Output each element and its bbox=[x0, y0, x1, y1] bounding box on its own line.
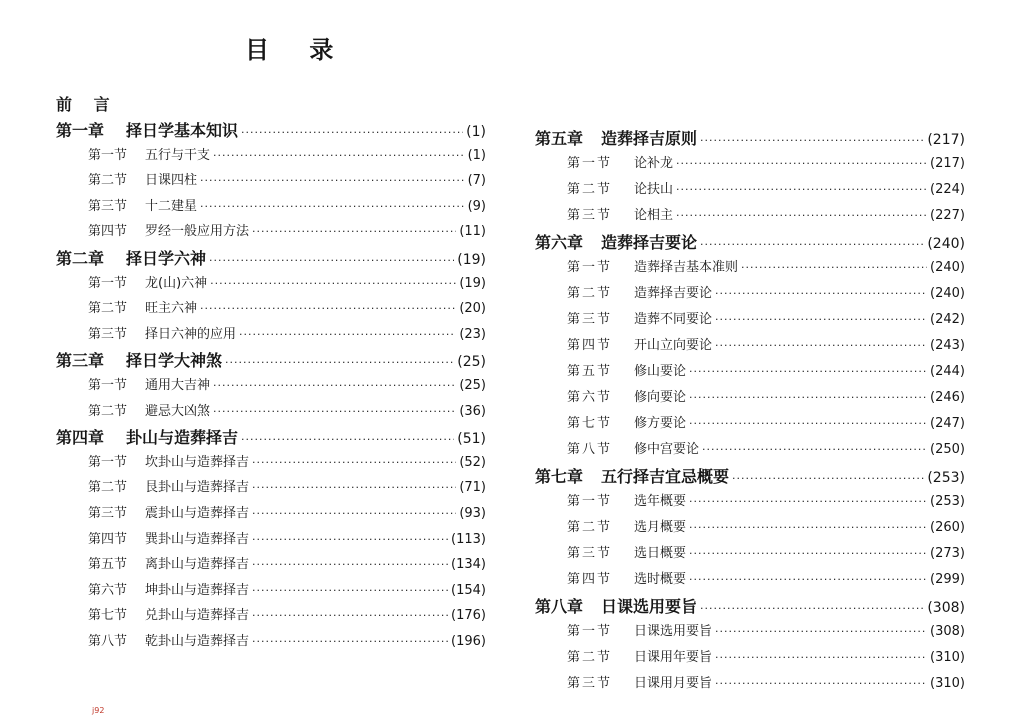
entry-title: 避忌大凶煞 bbox=[145, 403, 211, 419]
entry-title: 造葬择吉原则 bbox=[601, 129, 698, 148]
entry-page-number: (227) bbox=[930, 208, 965, 223]
toc-chapter-entry bbox=[56, 118, 486, 144]
entry-page-number: (7) bbox=[467, 173, 486, 189]
entry-title: 坤卦山与造葬择吉 bbox=[145, 582, 250, 598]
entry-page-number: (52) bbox=[459, 454, 486, 470]
entry-number: 第八节 bbox=[88, 633, 128, 649]
entry-page-number: (25) bbox=[457, 354, 486, 371]
entry-number: 第八节 bbox=[567, 442, 613, 457]
toc-section-entry bbox=[56, 297, 486, 323]
dot-leader bbox=[210, 277, 456, 290]
toc-chapter-entry bbox=[523, 594, 965, 620]
entry-title: 论补龙 bbox=[634, 156, 674, 171]
entry-page-number: (23) bbox=[459, 326, 486, 342]
toc-section-entry bbox=[56, 272, 486, 298]
dot-leader bbox=[676, 183, 927, 196]
toc-left-column bbox=[56, 92, 486, 655]
dot-leader bbox=[252, 456, 456, 469]
entry-title: 择日六神的应用 bbox=[145, 326, 237, 342]
toc-section-entry bbox=[523, 490, 965, 516]
dot-leader bbox=[252, 481, 456, 494]
dot-leader bbox=[252, 609, 448, 622]
entry-number: 第六章 bbox=[535, 233, 584, 252]
entry-number: 第三节 bbox=[88, 198, 128, 214]
toc-section-entry bbox=[56, 502, 486, 528]
entry-page-number: (244) bbox=[930, 364, 965, 379]
entry-page-number: (240) bbox=[930, 286, 965, 301]
entry-title: 择日学六神 bbox=[126, 248, 207, 268]
entry-title: 震卦山与造葬择吉 bbox=[145, 505, 250, 521]
entry-page-number: (36) bbox=[459, 403, 486, 419]
toc-section-entry bbox=[523, 672, 965, 698]
dot-leader bbox=[732, 472, 924, 485]
toc-section-entry bbox=[56, 630, 486, 656]
dot-leader bbox=[252, 533, 448, 546]
toc-section-entry bbox=[523, 646, 965, 672]
entry-title: 选时概要 bbox=[634, 572, 687, 587]
toc-section-entry bbox=[523, 334, 965, 360]
entry-title: 十二建星 bbox=[145, 198, 198, 214]
dot-leader bbox=[676, 209, 927, 222]
dot-leader bbox=[200, 174, 465, 187]
dot-leader bbox=[225, 356, 454, 369]
toc-section-entry bbox=[56, 528, 486, 554]
dot-leader bbox=[689, 417, 927, 430]
entry-title: 日课用年要旨 bbox=[634, 650, 713, 665]
toc-chapter-entry bbox=[523, 126, 965, 152]
dot-leader bbox=[715, 313, 927, 326]
toc-section-entry bbox=[56, 451, 486, 477]
entry-number: 第三节 bbox=[567, 546, 613, 561]
entry-page-number: (253) bbox=[927, 470, 965, 486]
dot-leader bbox=[241, 433, 454, 446]
entry-page-number: (113) bbox=[451, 531, 486, 547]
entry-title: 造葬择吉要论 bbox=[601, 233, 698, 252]
dot-leader bbox=[676, 157, 927, 170]
toc-section-entry bbox=[523, 438, 965, 464]
entry-page-number: (19) bbox=[459, 275, 486, 291]
toc-section-entry bbox=[56, 553, 486, 579]
dot-leader bbox=[689, 521, 927, 534]
toc-section-entry bbox=[56, 220, 486, 246]
toc-section-entry bbox=[523, 256, 965, 282]
dot-leader bbox=[700, 238, 924, 251]
entry-page-number: (51) bbox=[457, 431, 486, 448]
entry-page-number: (134) bbox=[451, 557, 486, 573]
entry-title: 修山要论 bbox=[634, 364, 687, 379]
entry-page-number: (93) bbox=[459, 505, 486, 521]
entry-title: 造葬不同要论 bbox=[634, 312, 713, 327]
entry-title: 造葬择吉基本准则 bbox=[634, 260, 739, 275]
toc-section-entry bbox=[523, 516, 965, 542]
dot-leader bbox=[715, 625, 927, 638]
entry-title: 通用大吉神 bbox=[145, 377, 211, 393]
entry-page-number: (176) bbox=[451, 608, 486, 624]
entry-number: 第一章 bbox=[56, 121, 105, 140]
entry-title: 修中宫要论 bbox=[634, 442, 700, 457]
entry-page-number: (1) bbox=[466, 124, 486, 140]
entry-page-number: (250) bbox=[930, 442, 965, 457]
dot-leader bbox=[213, 405, 456, 418]
page-title: 目 录 bbox=[245, 36, 350, 64]
entry-number: 第六节 bbox=[567, 390, 613, 405]
entry-number: 第一节 bbox=[567, 260, 613, 275]
toc-section-entry bbox=[523, 568, 965, 594]
toc-preface-entry bbox=[56, 92, 486, 118]
entry-page-number: (308) bbox=[930, 624, 965, 639]
entry-number: 第七节 bbox=[88, 608, 128, 624]
entry-page-number: (247) bbox=[930, 416, 965, 431]
dot-leader bbox=[213, 149, 465, 162]
entry-title: 巽卦山与造葬择吉 bbox=[145, 531, 250, 547]
entry-title: 日课选用要旨 bbox=[601, 597, 698, 616]
entry-page-number: (217) bbox=[927, 132, 965, 148]
toc-section-entry bbox=[523, 308, 965, 334]
entry-number: 第五节 bbox=[567, 364, 613, 379]
entry-title: 五行与干支 bbox=[145, 147, 211, 163]
entry-title: 论扶山 bbox=[634, 182, 674, 197]
dot-leader bbox=[689, 573, 927, 586]
entry-title: 日课四柱 bbox=[145, 173, 198, 189]
toc-section-entry bbox=[56, 476, 486, 502]
entry-number: 第一节 bbox=[88, 275, 128, 291]
dot-leader bbox=[715, 287, 927, 300]
toc-section-entry bbox=[56, 374, 486, 400]
toc-section-entry bbox=[523, 282, 965, 308]
entry-title: 择日学基本知识 bbox=[126, 121, 239, 140]
entry-page-number: (240) bbox=[927, 236, 965, 252]
entry-title: 艮卦山与造葬择吉 bbox=[145, 480, 250, 496]
dot-leader bbox=[252, 225, 456, 238]
toc-section-entry bbox=[523, 204, 965, 230]
entry-page-number: (246) bbox=[930, 390, 965, 405]
entry-number: 第一节 bbox=[88, 377, 128, 393]
entry-number: 第五章 bbox=[535, 129, 584, 148]
entry-number: 第三节 bbox=[88, 326, 128, 342]
entry-number: 第七节 bbox=[567, 416, 613, 431]
dot-leader bbox=[689, 391, 927, 404]
entry-number: 第一节 bbox=[567, 624, 613, 639]
entry-title: 离卦山与造葬择吉 bbox=[145, 557, 250, 573]
dot-leader bbox=[715, 651, 927, 664]
entry-page-number: (224) bbox=[930, 182, 965, 197]
entry-number: 第二节 bbox=[88, 301, 128, 317]
entry-page-number: (242) bbox=[930, 312, 965, 327]
footer-page-mark: j92 bbox=[92, 706, 105, 715]
entry-title: 罗经一般应用方法 bbox=[145, 224, 250, 240]
dot-leader bbox=[715, 677, 927, 690]
dot-leader bbox=[200, 302, 456, 315]
entry-page-number: (1) bbox=[467, 147, 486, 163]
entry-title: 日课用月要旨 bbox=[634, 676, 713, 691]
toc-section-entry bbox=[523, 360, 965, 386]
entry-title: 论相主 bbox=[634, 208, 674, 223]
dot-leader bbox=[702, 443, 927, 456]
dot-leader bbox=[689, 365, 927, 378]
entry-title: 选月概要 bbox=[634, 520, 687, 535]
entry-title: 造葬择吉要论 bbox=[634, 286, 713, 301]
entry-number: 第四节 bbox=[567, 338, 613, 353]
entry-title: 卦山与造葬择吉 bbox=[126, 428, 239, 448]
entry-page-number: (19) bbox=[457, 251, 486, 268]
entry-number: 第二节 bbox=[88, 403, 128, 419]
dot-leader bbox=[700, 134, 924, 147]
toc-section-entry bbox=[56, 323, 486, 349]
entry-number: 第二节 bbox=[567, 520, 613, 535]
dot-leader bbox=[689, 547, 927, 560]
entry-number: 第二节 bbox=[88, 480, 128, 496]
dot-leader bbox=[715, 339, 927, 352]
entry-number: 第三节 bbox=[567, 312, 613, 327]
dot-leader bbox=[252, 558, 448, 571]
entry-title: 旺主六神 bbox=[145, 301, 198, 317]
dot-leader bbox=[252, 584, 448, 597]
toc-section-entry bbox=[523, 412, 965, 438]
toc-chapter-entry bbox=[56, 425, 486, 451]
entry-number: 第二节 bbox=[567, 182, 613, 197]
entry-page-number: (9) bbox=[467, 198, 486, 214]
dot-leader bbox=[241, 126, 463, 139]
entry-number: 第一节 bbox=[88, 147, 128, 163]
entry-number: 第二章 bbox=[56, 248, 105, 268]
entry-number: 第三节 bbox=[88, 505, 128, 521]
entry-number: 第一节 bbox=[88, 454, 128, 470]
toc-section-entry bbox=[56, 604, 486, 630]
dot-leader bbox=[252, 507, 456, 520]
toc-section-entry bbox=[56, 169, 486, 195]
entry-page-number: (308) bbox=[927, 600, 965, 616]
entry-page-number: (154) bbox=[451, 582, 486, 598]
toc-chapter-entry bbox=[523, 230, 965, 256]
entry-number: 第四节 bbox=[88, 224, 128, 240]
entry-number: 第四章 bbox=[56, 428, 105, 448]
entry-number: 第四节 bbox=[88, 531, 128, 547]
dot-leader bbox=[209, 254, 454, 267]
entry-page-number: (196) bbox=[451, 633, 486, 649]
entry-number: 第二节 bbox=[88, 173, 128, 189]
entry-title: 选日概要 bbox=[634, 546, 687, 561]
entry-title: 开山立向要论 bbox=[634, 338, 713, 353]
entry-page-number: (310) bbox=[930, 676, 965, 691]
toc-section-entry bbox=[56, 400, 486, 426]
entry-number: 第一节 bbox=[567, 494, 613, 509]
toc-section-entry bbox=[523, 620, 965, 646]
entry-title: 选年概要 bbox=[634, 494, 687, 509]
toc-section-entry bbox=[56, 195, 486, 221]
dot-leader bbox=[741, 261, 927, 274]
entry-page-number: (71) bbox=[459, 480, 486, 496]
dot-leader bbox=[700, 602, 924, 615]
entry-page-number: (299) bbox=[930, 572, 965, 587]
entry-title: 修方要论 bbox=[634, 416, 687, 431]
toc-chapter-entry bbox=[523, 464, 965, 490]
entry-number: 第七章 bbox=[535, 467, 584, 486]
dot-leader bbox=[200, 200, 465, 213]
entry-page-number: (217) bbox=[930, 156, 965, 171]
toc-right-column bbox=[523, 126, 965, 698]
toc-chapter-entry bbox=[56, 246, 486, 272]
entry-title: 五行择吉宜忌概要 bbox=[601, 467, 730, 486]
entry-title: 兑卦山与造葬择吉 bbox=[145, 608, 250, 624]
entry-title: 择日学大神煞 bbox=[126, 351, 223, 371]
entry-number: 第五节 bbox=[88, 557, 128, 573]
entry-page-number: (25) bbox=[459, 377, 486, 393]
entry-title: 乾卦山与造葬择吉 bbox=[145, 633, 250, 649]
entry-page-number: (11) bbox=[459, 224, 486, 240]
toc-section-entry bbox=[523, 178, 965, 204]
entry-title: 坎卦山与造葬择吉 bbox=[145, 454, 250, 470]
entry-page-number: (240) bbox=[930, 260, 965, 275]
dot-leader bbox=[252, 635, 448, 648]
toc-section-entry bbox=[523, 386, 965, 412]
entry-number: 第一节 bbox=[567, 156, 613, 171]
toc-chapter-entry bbox=[56, 348, 486, 374]
entry-number: 第二节 bbox=[567, 286, 613, 301]
entry-title: 前 言 bbox=[56, 95, 118, 114]
entry-page-number: (310) bbox=[930, 650, 965, 665]
toc-section-entry bbox=[56, 144, 486, 170]
dot-leader bbox=[689, 495, 927, 508]
dot-leader bbox=[239, 328, 456, 341]
toc-section-entry bbox=[523, 152, 965, 178]
entry-title: 龙(山)六神 bbox=[145, 275, 208, 291]
toc-section-entry bbox=[523, 542, 965, 568]
entry-number: 第三节 bbox=[567, 676, 613, 691]
entry-number: 第八章 bbox=[535, 597, 584, 616]
toc-section-entry bbox=[56, 579, 486, 605]
entry-page-number: (20) bbox=[459, 301, 486, 317]
entry-page-number: (243) bbox=[930, 338, 965, 353]
entry-number: 第三节 bbox=[567, 208, 613, 223]
entry-page-number: (260) bbox=[930, 520, 965, 535]
entry-number: 第三章 bbox=[56, 351, 105, 371]
entry-number: 第四节 bbox=[567, 572, 613, 587]
entry-title: 日课选用要旨 bbox=[634, 624, 713, 639]
entry-number: 第二节 bbox=[567, 650, 613, 665]
entry-number: 第六节 bbox=[88, 582, 128, 598]
entry-page-number: (253) bbox=[930, 494, 965, 509]
entry-page-number: (273) bbox=[930, 546, 965, 561]
dot-leader bbox=[213, 379, 456, 392]
entry-title: 修向要论 bbox=[634, 390, 687, 405]
